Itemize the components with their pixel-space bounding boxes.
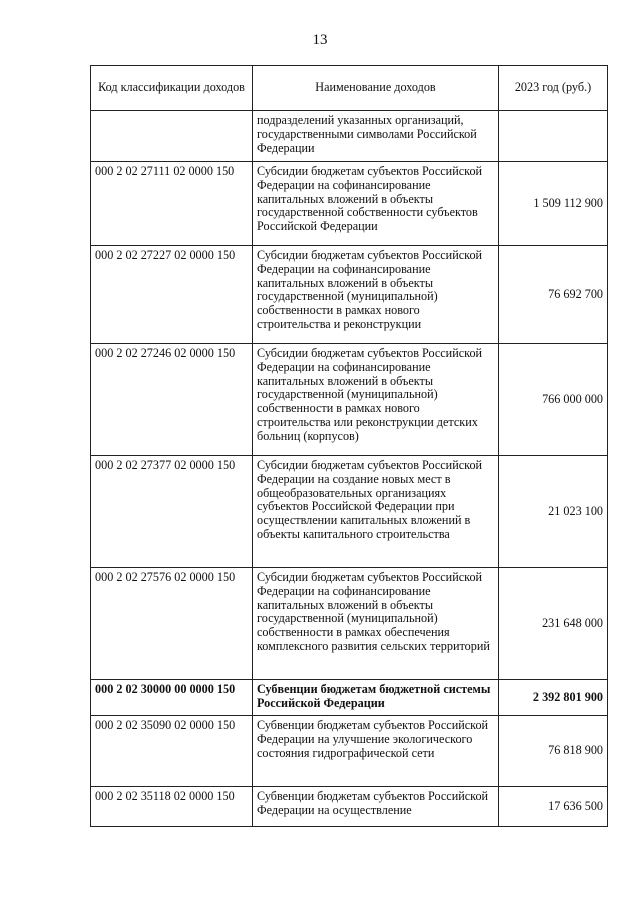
row-name: Субвенции бюджетам бюджетной системы Российской Федерации: [253, 680, 499, 716]
row-name: Субсидии бюджетам субъектов Российской Федерации на софинансирование капитальных вложений в объекты государственной (муниципальной) собственности в рамках нового строительства и реконструкции: [253, 246, 499, 344]
row-amount: 2 392 801 900: [499, 680, 608, 716]
table-row: [91, 246, 608, 344]
page-number: 13: [312, 32, 328, 48]
table-row: [91, 680, 608, 716]
table-row: [91, 111, 608, 162]
row-name: Субсидии бюджетам субъектов Российской Федерации на софинансирование капитальных вложений в объекты государственной (муниципальной) собственности в рамках нового строительства или реконструкции детских больниц (корпусов): [253, 344, 499, 456]
row-code: 000 2 02 27377 02 0000 150: [91, 456, 253, 568]
row-name: Субсидии бюджетам субъектов Российской Федерации на софинансирование капитальных вложений в объекты государственной собственности субъектов Российской Федерации: [253, 162, 499, 246]
header-amount: 2023 год (руб.): [499, 66, 608, 111]
row-code: 000 2 02 27576 02 0000 150: [91, 568, 253, 680]
table-row: [91, 162, 608, 246]
table-header-row: [91, 66, 608, 111]
row-code: 000 2 02 27111 02 0000 150: [91, 162, 253, 246]
table-row: [91, 568, 608, 680]
row-code: [91, 111, 253, 162]
row-name: Субвенции бюджетам субъектов Российской Федерации на улучшение экологического состояния гидрографической сети: [253, 716, 499, 787]
header-name: Наименование доходов: [253, 66, 499, 111]
row-amount: 766 000 000: [499, 344, 608, 456]
table-row: [91, 344, 608, 456]
revenue-table: [90, 65, 608, 827]
row-code: 000 2 02 27246 02 0000 150: [91, 344, 253, 456]
row-amount: [499, 111, 608, 162]
row-amount: 21 023 100: [499, 456, 608, 568]
row-name: Субвенции бюджетам субъектов Российской Федерации на осуществление: [253, 787, 499, 827]
row-amount: 231 648 000: [499, 568, 608, 680]
header-code: Код классификации доходов: [91, 66, 253, 111]
row-code: 000 2 02 27227 02 0000 150: [91, 246, 253, 344]
table-row: [91, 716, 608, 787]
row-name: подразделений указанных организаций, государственными символами Российской Федерации: [253, 111, 499, 162]
row-name: Субсидии бюджетам субъектов Российской Федерации на софинансирование капитальных вложений в объекты государственной (муниципальной) собственности в рамках обеспечения комплексного развития сельских территорий: [253, 568, 499, 680]
table-row: [91, 456, 608, 568]
row-amount: 1 509 112 900: [499, 162, 608, 246]
row-code: 000 2 02 35118 02 0000 150: [91, 787, 253, 827]
row-amount: 76 692 700: [499, 246, 608, 344]
row-code: 000 2 02 35090 02 0000 150: [91, 716, 253, 787]
row-name: Субсидии бюджетам субъектов Российской Федерации на создание новых мест в общеобразовательных организациях субъектов Российской Федерации при осуществлении капитальных вложений в объекты капитального строительства: [253, 456, 499, 568]
row-amount: 17 636 500: [499, 787, 608, 827]
row-code: 000 2 02 30000 00 0000 150: [91, 680, 253, 716]
row-amount: 76 818 900: [499, 716, 608, 787]
table-row: [91, 787, 608, 827]
